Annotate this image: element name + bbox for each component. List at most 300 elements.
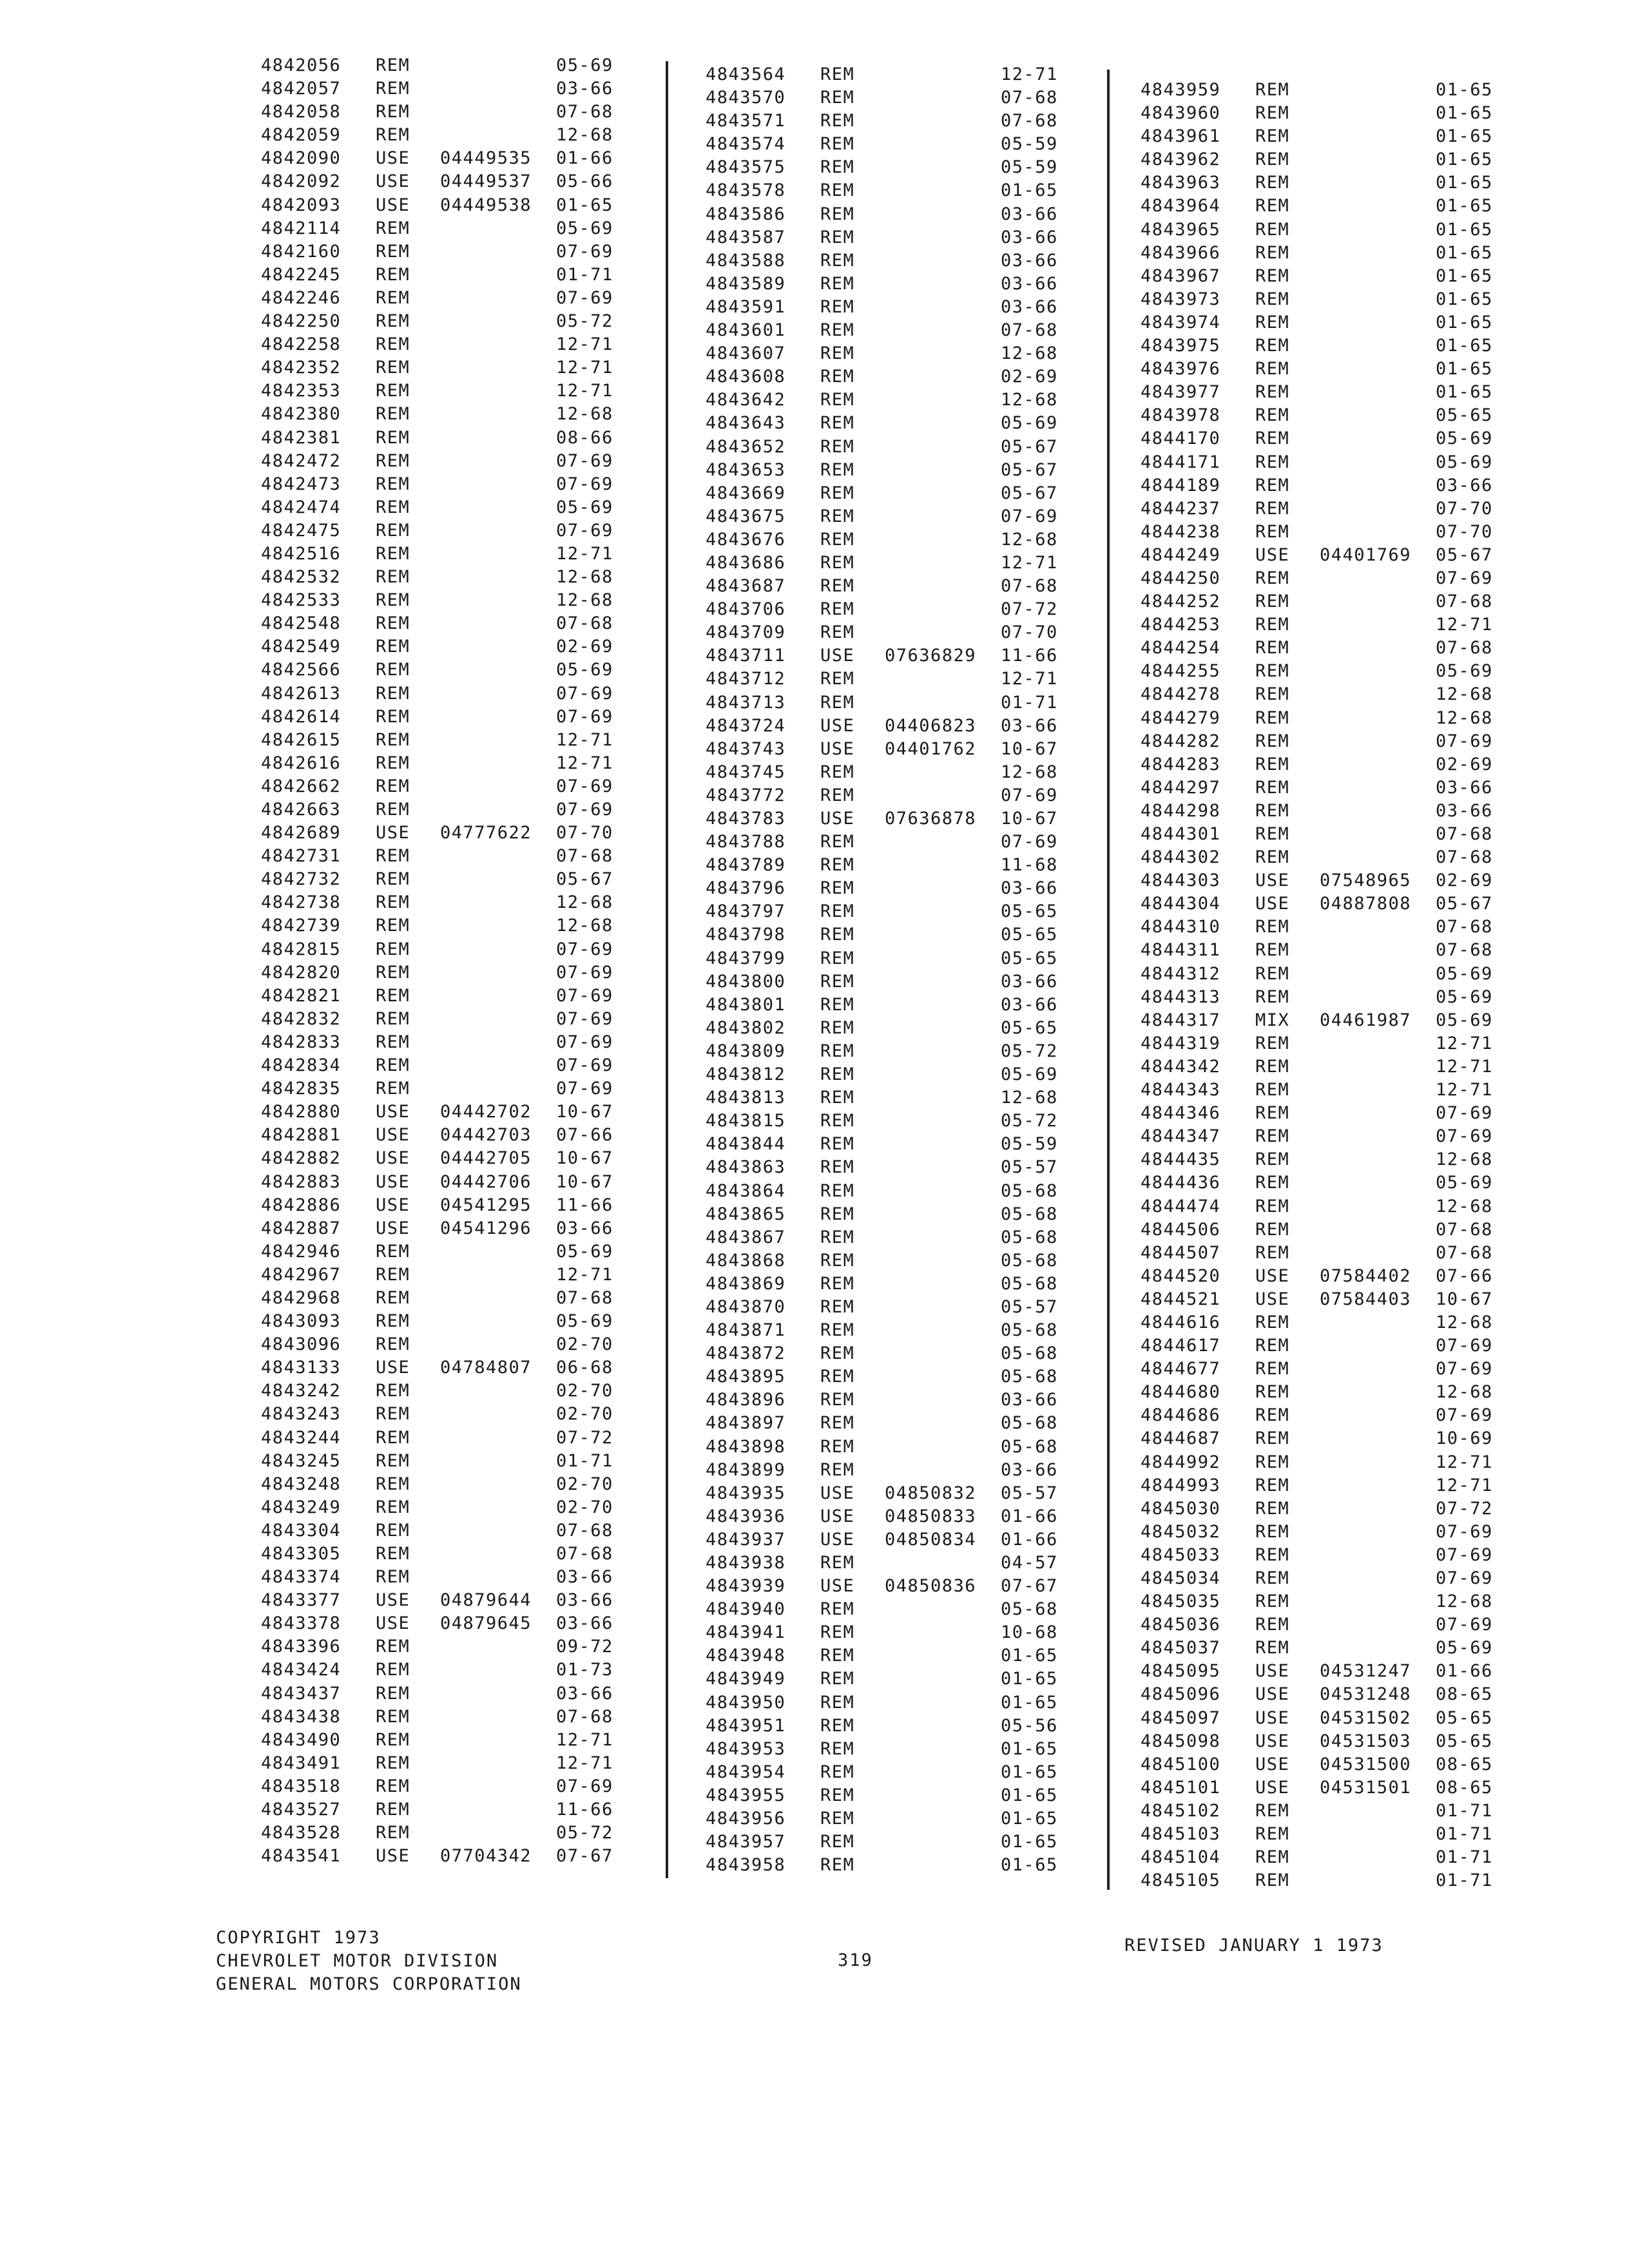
part-row (1141, 1195, 1527, 1218)
part-number: 4842516 (261, 543, 342, 564)
date: 05-69 (556, 497, 613, 517)
part-number: 4845034 (1141, 1568, 1221, 1588)
date: 07-69 (1436, 1359, 1493, 1379)
status-code: USE (1255, 894, 1290, 914)
date: 05-67 (1436, 894, 1493, 914)
status-code: USE (820, 809, 855, 829)
date: 03-66 (1001, 296, 1058, 317)
part-row (706, 412, 1092, 435)
date: 10-67 (556, 1148, 613, 1169)
part-number: 4844298 (1141, 800, 1221, 821)
status-code: REM (1255, 359, 1290, 380)
replacement-number: 07704342 (440, 1846, 532, 1867)
status-code: REM (376, 1032, 410, 1052)
status-code: REM (1255, 1615, 1290, 1635)
status-code: REM (1255, 1103, 1290, 1124)
date: 05-72 (1001, 1111, 1058, 1131)
part-row (1141, 195, 1527, 218)
status-code: REM (820, 1204, 855, 1224)
status-code: REM (1255, 1847, 1290, 1868)
status-code: REM (376, 1311, 410, 1332)
status-code: REM (376, 1823, 410, 1843)
part-number: 4842473 (261, 474, 342, 494)
status-code: REM (820, 250, 855, 271)
date: 07-68 (1001, 576, 1058, 597)
part-row (1141, 288, 1527, 311)
date: 07-69 (556, 241, 613, 262)
part-number: 4843133 (261, 1358, 342, 1378)
status-code: USE (1255, 1289, 1290, 1309)
part-row (261, 868, 654, 891)
replacement-number: 04850836 (885, 1576, 977, 1597)
status-code: REM (376, 1427, 410, 1448)
date: 01-71 (556, 1450, 613, 1471)
part-row (1141, 776, 1527, 800)
part-number: 4843245 (261, 1450, 342, 1471)
part-number: 4843093 (261, 1311, 342, 1332)
part-number: 4843518 (261, 1776, 342, 1796)
part-row (261, 1124, 654, 1147)
date: 07-68 (1436, 591, 1493, 612)
date: 07-69 (1436, 1544, 1493, 1565)
column-divider-1 (666, 61, 668, 1878)
part-row (706, 1644, 1092, 1667)
status-code: REM (376, 916, 410, 936)
part-number: 4845096 (1141, 1684, 1221, 1705)
part-number: 4843964 (1141, 196, 1221, 216)
date: 12-71 (556, 358, 613, 378)
part-row (261, 194, 654, 217)
part-row (261, 1450, 654, 1473)
date: 05-69 (556, 1311, 613, 1332)
date: 07-69 (556, 1776, 613, 1796)
part-row (1141, 1776, 1527, 1800)
part-row (706, 273, 1092, 296)
status-code: REM (376, 334, 410, 355)
status-code: REM (1255, 219, 1290, 240)
date: 05-65 (1436, 405, 1493, 426)
part-number: 4843438 (261, 1706, 342, 1727)
status-code: REM (1255, 336, 1290, 356)
status-code: REM (376, 1404, 410, 1425)
status-code: REM (376, 776, 410, 796)
date: 12-71 (1436, 1033, 1493, 1053)
part-row (706, 1086, 1092, 1110)
part-number: 4843976 (1141, 359, 1221, 380)
status-code: REM (820, 506, 855, 526)
date: 02-69 (556, 637, 613, 657)
date: 03-66 (556, 1683, 613, 1704)
status-code: REM (820, 1832, 855, 1852)
status-code: REM (820, 1855, 855, 1876)
part-row (261, 217, 654, 240)
date: 12-68 (556, 892, 613, 913)
date: 02-69 (1436, 754, 1493, 774)
status-code: REM (376, 497, 410, 517)
part-row (706, 1063, 1092, 1086)
status-code: USE (820, 738, 855, 759)
date: 03-66 (1436, 475, 1493, 495)
part-number: 4844342 (1141, 1056, 1221, 1077)
part-number: 4843711 (706, 646, 786, 666)
status-code: REM (1255, 242, 1290, 263)
status-code: REM (376, 427, 410, 448)
part-number: 4843869 (706, 1273, 786, 1294)
status-code: REM (1255, 986, 1290, 1007)
status-code: REM (376, 1287, 410, 1308)
status-code: REM (376, 520, 410, 541)
status-code: REM (376, 1660, 410, 1680)
part-number: 4844278 (1141, 684, 1221, 705)
status-code: USE (376, 1590, 410, 1611)
part-row (706, 691, 1092, 715)
date: 12-71 (1436, 1056, 1493, 1077)
part-row (706, 436, 1092, 459)
date: 05-67 (1436, 544, 1493, 565)
part-number: 4844617 (1141, 1336, 1221, 1356)
part-row (1141, 521, 1527, 544)
part-number: 4842732 (261, 869, 342, 890)
part-row (706, 761, 1092, 784)
status-code: REM (1255, 1591, 1290, 1612)
date: 12-71 (1436, 1475, 1493, 1495)
part-row (706, 1180, 1092, 1203)
part-number: 4843589 (706, 273, 786, 294)
part-number: 4843669 (706, 483, 786, 503)
part-row (261, 1706, 654, 1729)
part-row (261, 1264, 654, 1287)
part-row (706, 296, 1092, 319)
date: 07-70 (1001, 622, 1058, 643)
part-row (261, 1403, 654, 1426)
status-code: REM (1255, 1080, 1290, 1100)
date: 03-66 (1001, 1459, 1058, 1480)
part-number: 4843936 (706, 1506, 786, 1526)
part-number: 4843940 (706, 1599, 786, 1620)
date: 07-68 (556, 613, 613, 634)
part-number: 4843601 (706, 320, 786, 341)
status-code: USE (376, 195, 410, 215)
part-row (706, 1226, 1092, 1249)
status-code: REM (1255, 452, 1290, 472)
date: 02-69 (1436, 870, 1493, 891)
status-code: USE (376, 1218, 410, 1238)
part-row (1141, 334, 1527, 358)
part-number: 4843955 (706, 1785, 786, 1805)
date: 07-70 (556, 823, 613, 843)
date: 03-66 (1001, 273, 1058, 294)
date: 05-57 (1001, 1483, 1058, 1503)
date: 05-56 (1001, 1715, 1058, 1736)
status-code: REM (820, 1692, 855, 1713)
part-number: 4845030 (1141, 1498, 1221, 1519)
status-code: REM (376, 590, 410, 611)
status-code: REM (820, 1250, 855, 1271)
part-row (261, 1008, 654, 1031)
part-row (1141, 1660, 1527, 1683)
status-code: REM (1255, 824, 1290, 844)
part-row (261, 798, 654, 822)
date: 10-67 (1001, 809, 1058, 829)
part-row (261, 1217, 654, 1240)
part-row (261, 1427, 654, 1450)
part-number: 4843643 (706, 413, 786, 434)
status-code: REM (376, 1497, 410, 1517)
replacement-number: 04401762 (885, 738, 977, 759)
status-code: USE (376, 171, 410, 192)
date: 01-71 (556, 264, 613, 285)
status-code: REM (376, 1683, 410, 1704)
date: 05-59 (1001, 157, 1058, 178)
date: 05-67 (1001, 459, 1058, 480)
date: 03-66 (1001, 227, 1058, 247)
status-code: REM (1255, 1219, 1290, 1240)
replacement-number: 04442705 (440, 1148, 532, 1169)
part-row (1141, 753, 1527, 776)
part-row (261, 1031, 654, 1054)
date: 07-68 (1436, 917, 1493, 937)
date: 01-65 (1436, 173, 1493, 193)
status-code: REM (820, 762, 855, 782)
status-code: REM (376, 1753, 410, 1773)
part-number: 4843096 (261, 1334, 342, 1355)
status-code: REM (1255, 917, 1290, 937)
part-number: 4843796 (706, 878, 786, 899)
part-number: 4844189 (1141, 475, 1221, 495)
part-number: 4842968 (261, 1287, 342, 1308)
part-number: 4842835 (261, 1079, 342, 1099)
date: 03-66 (556, 1218, 613, 1238)
date: 01-71 (1001, 692, 1058, 713)
date: 03-66 (1001, 715, 1058, 736)
part-row (261, 1287, 654, 1310)
part-row (706, 970, 1092, 994)
replacement-number: 04461987 (1320, 1010, 1412, 1030)
date: 07-66 (556, 1125, 613, 1146)
part-number: 4845095 (1141, 1661, 1221, 1682)
part-row (706, 1133, 1092, 1156)
part-number: 4844311 (1141, 940, 1221, 961)
status-code: REM (376, 218, 410, 238)
date: 01-65 (1001, 1809, 1058, 1829)
part-row (261, 1612, 654, 1635)
status-code: USE (376, 1195, 410, 1215)
status-code: REM (1255, 731, 1290, 751)
part-row (1141, 1846, 1527, 1869)
part-number: 4842114 (261, 218, 342, 238)
part-row (1141, 1613, 1527, 1637)
part-row (261, 706, 654, 729)
date: 07-68 (556, 1706, 613, 1727)
part-number: 4843675 (706, 506, 786, 526)
date: 09-72 (556, 1637, 613, 1657)
date: 05-65 (1436, 1707, 1493, 1728)
part-row (261, 589, 654, 612)
date: 07-72 (1436, 1498, 1493, 1519)
part-row (261, 1635, 654, 1658)
part-row (261, 1147, 654, 1170)
date: 07-68 (1001, 88, 1058, 108)
part-row (1141, 1311, 1527, 1334)
replacement-number: 07636878 (885, 809, 977, 829)
date: 01-65 (556, 195, 613, 215)
part-number: 4843783 (706, 809, 786, 829)
status-code: REM (376, 729, 410, 750)
part-number: 4843709 (706, 622, 786, 643)
part-row (261, 1333, 654, 1356)
replacement-number: 07584403 (1320, 1289, 1412, 1309)
part-row (706, 1459, 1092, 1482)
part-number: 4844346 (1141, 1103, 1221, 1124)
part-row (1141, 1171, 1527, 1195)
part-row (261, 658, 654, 682)
status-code: REM (820, 204, 855, 224)
status-code: REM (820, 529, 855, 550)
status-code: REM (820, 1296, 855, 1317)
part-row (706, 226, 1092, 249)
part-row (1141, 474, 1527, 497)
status-code: USE (1255, 1707, 1290, 1728)
part-number: 4843977 (1141, 382, 1221, 403)
date: 05-67 (1001, 436, 1058, 457)
part-row (261, 356, 654, 380)
part-number: 4844237 (1141, 498, 1221, 519)
date: 10-69 (1436, 1428, 1493, 1449)
date: 01-65 (1436, 80, 1493, 100)
part-row (706, 877, 1092, 900)
status-code: REM (1255, 777, 1290, 798)
date: 05-65 (1001, 1017, 1058, 1038)
status-code: REM (820, 878, 855, 899)
part-number: 4844319 (1141, 1033, 1221, 1053)
replacement-number: 04850833 (885, 1506, 977, 1526)
replacement-number: 04541295 (440, 1195, 532, 1215)
part-row (261, 729, 654, 752)
part-row (706, 947, 1092, 970)
part-number: 4844283 (1141, 754, 1221, 774)
part-number: 4843802 (706, 1017, 786, 1038)
part-row (1141, 1102, 1527, 1125)
part-row (261, 1356, 654, 1379)
part-number: 4844250 (1141, 568, 1221, 588)
status-code: REM (376, 102, 410, 122)
part-number: 4843249 (261, 1497, 342, 1517)
part-number: 4842056 (261, 55, 342, 75)
part-number: 4843799 (706, 948, 786, 968)
status-code: REM (1255, 428, 1290, 449)
part-row (706, 1715, 1092, 1738)
status-code: REM (376, 706, 410, 727)
part-row (261, 635, 654, 658)
replacement-number: 04531503 (1320, 1731, 1412, 1751)
part-number: 4843244 (261, 1427, 342, 1448)
status-code: REM (1255, 289, 1290, 309)
status-code: REM (820, 1809, 855, 1829)
part-number: 4843868 (706, 1250, 786, 1271)
part-row (706, 1296, 1092, 1319)
part-number: 4845035 (1141, 1591, 1221, 1612)
part-number: 4843588 (706, 250, 786, 271)
status-code: REM (820, 88, 855, 108)
part-number: 4843951 (706, 1715, 786, 1736)
status-code: REM (1255, 1173, 1290, 1193)
date: 12-68 (556, 916, 613, 936)
status-code: REM (1255, 126, 1290, 147)
part-row (706, 621, 1092, 644)
part-row (1141, 1823, 1527, 1846)
part-row (261, 682, 654, 706)
status-code: REM (820, 1669, 855, 1689)
part-row (706, 1319, 1092, 1342)
part-row (706, 1110, 1092, 1133)
part-number: 4843967 (1141, 265, 1221, 286)
status-code: REM (820, 1273, 855, 1294)
status-code: USE (1255, 1754, 1290, 1774)
date: 05-68 (1001, 1413, 1058, 1434)
date: 07-68 (556, 1287, 613, 1308)
date: 12-71 (556, 1729, 613, 1750)
date: 12-68 (556, 590, 613, 611)
date: 12-68 (556, 567, 613, 588)
replacement-number: 04784807 (440, 1358, 532, 1378)
date: 08-66 (556, 427, 613, 448)
status-code: REM (1255, 521, 1290, 542)
date: 01-65 (1001, 1738, 1058, 1759)
status-code: REM (1255, 1428, 1290, 1449)
part-number: 4843962 (1141, 149, 1221, 170)
status-code: REM (376, 1544, 410, 1564)
part-row (706, 1249, 1092, 1273)
part-row (706, 63, 1092, 86)
date: 02-70 (556, 1404, 613, 1425)
part-row (1141, 242, 1527, 265)
part-number: 4843801 (706, 994, 786, 1015)
part-row (261, 1519, 654, 1542)
part-row (1141, 1521, 1527, 1544)
part-row (1141, 1497, 1527, 1521)
part-row (706, 1761, 1092, 1784)
date: 07-69 (1436, 731, 1493, 751)
date: 07-69 (556, 1055, 613, 1076)
status-code: USE (376, 1148, 410, 1169)
part-number: 4844312 (1141, 963, 1221, 984)
part-number: 4843939 (706, 1576, 786, 1597)
date: 05-57 (1001, 1157, 1058, 1178)
part-row (261, 450, 654, 473)
status-code: REM (376, 962, 410, 983)
status-code: REM (820, 1436, 855, 1457)
status-code: REM (376, 1381, 410, 1401)
date: 05-69 (556, 660, 613, 680)
part-row (706, 203, 1092, 226)
part-row (261, 1845, 654, 1868)
part-row (706, 1482, 1092, 1505)
part-number: 4843871 (706, 1320, 786, 1341)
date: 07-69 (1436, 1615, 1493, 1635)
part-number: 4844992 (1141, 1452, 1221, 1472)
part-row (706, 1807, 1092, 1831)
date: 03-66 (556, 79, 613, 99)
part-number: 4845100 (1141, 1754, 1221, 1774)
part-number: 4842353 (261, 381, 342, 401)
part-number: 4842834 (261, 1055, 342, 1076)
date: 07-68 (1436, 1219, 1493, 1240)
date: 07-69 (556, 683, 613, 704)
date: 12-68 (1001, 390, 1058, 410)
page-number: 319 (838, 1950, 873, 1970)
part-row (261, 170, 654, 193)
status-code: REM (1255, 940, 1290, 961)
